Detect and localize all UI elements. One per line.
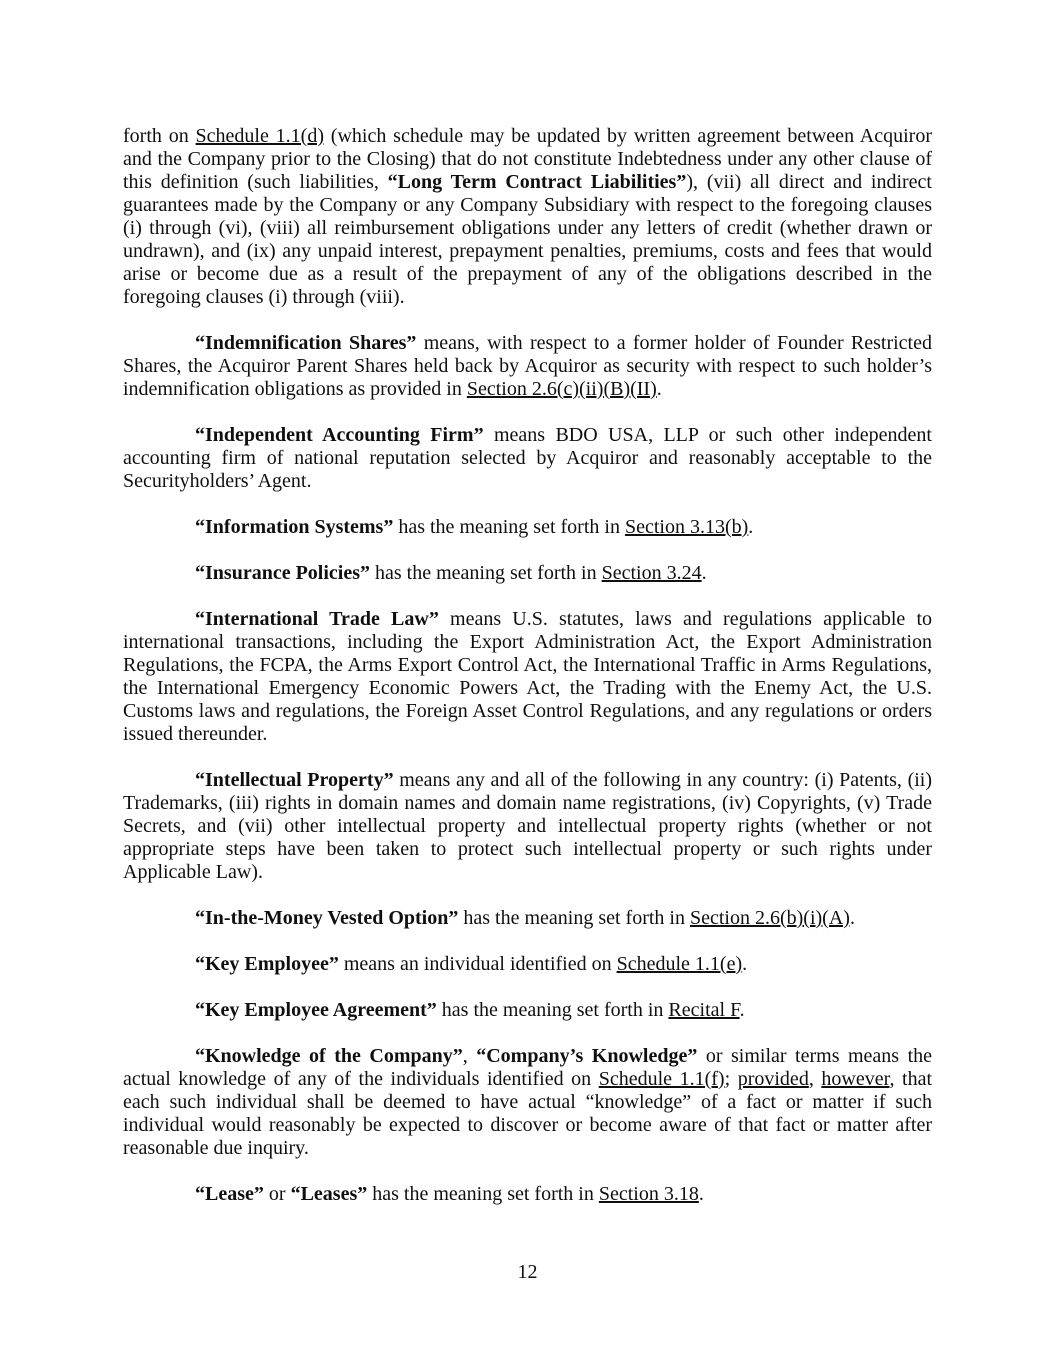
text-run: ; xyxy=(724,1068,738,1090)
defined-term: “Key Employee Agreement” xyxy=(195,999,437,1021)
text-run: . xyxy=(849,907,855,929)
text-run: . xyxy=(739,999,745,1021)
paragraph xyxy=(123,332,932,401)
paragraph xyxy=(123,769,932,884)
text-run: means an individual identified on xyxy=(338,953,617,975)
paragraph xyxy=(123,562,932,585)
paragraph xyxy=(123,516,932,539)
paragraph xyxy=(123,608,932,746)
defined-term: “Lease” xyxy=(195,1183,264,1205)
defined-term: “Intellectual Property” xyxy=(195,769,394,791)
text-run: . xyxy=(656,378,662,400)
document-body xyxy=(123,125,932,1229)
cross-reference: Section 3.24 xyxy=(601,562,702,584)
text-run: . xyxy=(748,516,754,538)
text-run: (which schedule may be updated by written agreement between Acquiror and the Company prior to the Closing) that do not constitute Indebtedness under any other clause of this definition (such liabilities, xyxy=(123,125,932,193)
defined-term: “Leases” xyxy=(290,1183,368,1205)
cross-reference: Schedule 1.1(d) xyxy=(195,125,324,147)
text-run: means U.S. statutes, laws and regulations applicable to international transactions, including the Export Administration Act, the Export Administration Regulations, the FCPA, the Arms Export Control Act, the International Traffic in Arms Regulations, the International Emergency Economic Powers Act, the Trading with the Enemy Act, the U.S. Customs laws and regulations, the Foreign Asset Control Regulations, and any regulations or orders issued thereunder. xyxy=(123,608,932,745)
paragraph xyxy=(123,1045,932,1160)
paragraph xyxy=(123,1183,932,1206)
text-run: , that each such individual shall be deemed to have actual “knowledge” of a fact or matter if such individual would reasonably be expected to discover or become aware of that fact or matter after reasonable due inquiry. xyxy=(123,1068,933,1159)
text-run: . xyxy=(701,562,707,584)
text-run: means any and all of the following in any country: (i) Patents, (ii) Trademarks, (iii) rights in domain names and domain name registrations, (iv) Copyrights, (v) Trade Secrets, and (vii) other intellectual property and intellectual property rights (whether or not appropriate steps have been taken to protect such intellectual property or such rights under Applicable Law). xyxy=(123,769,932,883)
paragraph xyxy=(123,907,932,930)
text-run: . xyxy=(742,953,748,975)
text-run: has the meaning set forth in xyxy=(370,562,602,584)
cross-reference: Section 2.6(c)(ii)(B)(II) xyxy=(466,378,657,400)
defined-term: “Long Term Contract Liabilities” xyxy=(387,171,687,193)
defined-term: “Knowledge of the Company” xyxy=(195,1045,463,1067)
text-run: has the meaning set forth in xyxy=(458,907,690,929)
text-run: ), (vii) all direct and indirect guarantees made by the Company or any Company Subsidiary with respect to the foregoing clauses (i) through (vi), (viii) all reimbursement obligations under any letters of credit (whether drawn or undrawn), and (ix) any unpaid interest, prepayment penalties, premiums, costs and fees that would arise or become due as a result of the prepayment of any of the obligations described in the foregoing clauses (i) through (viii). xyxy=(123,171,932,308)
cross-reference: Recital F xyxy=(668,999,740,1021)
cross-reference: Schedule 1.1(f) xyxy=(598,1068,725,1090)
cross-reference: Section 3.13(b) xyxy=(624,516,749,538)
cross-reference: Schedule 1.1(e) xyxy=(616,953,743,975)
paragraph xyxy=(123,424,932,493)
cross-reference: provided xyxy=(737,1068,809,1090)
text-run: . xyxy=(698,1183,704,1205)
defined-term: “Indemnification Shares” xyxy=(195,332,417,354)
cross-reference: Section 3.18 xyxy=(598,1183,699,1205)
text-run: , xyxy=(808,1068,822,1090)
cross-reference: Section 2.6(b)(i)(A) xyxy=(689,907,850,929)
defined-term: “International Trade Law” xyxy=(195,608,439,630)
defined-term: “Company’s Knowledge” xyxy=(476,1045,698,1067)
paragraph xyxy=(123,999,932,1022)
cross-reference: however xyxy=(821,1068,890,1090)
defined-term: “Insurance Policies” xyxy=(195,562,370,584)
paragraph xyxy=(123,953,932,976)
text-run: or similar terms means the actual knowledge of any of the individuals identified on xyxy=(123,1045,933,1090)
defined-term: “In-the-Money Vested Option” xyxy=(195,907,459,929)
defined-term: “Information Systems” xyxy=(195,516,394,538)
defined-term: “Independent Accounting Firm” xyxy=(195,424,484,446)
text-run: , xyxy=(462,1045,477,1067)
text-run: forth on xyxy=(123,125,196,147)
text-run: means BDO USA, LLP or such other independent accounting firm of national reputation selected by Acquiror and reasonably acceptable to the Securityholders’ Agent. xyxy=(123,424,932,492)
text-run: has the meaning set forth in xyxy=(436,999,669,1021)
text-run: or xyxy=(263,1183,291,1205)
page-number: 12 xyxy=(517,1261,538,1283)
paragraph xyxy=(123,125,932,309)
text-run: has the meaning set forth in xyxy=(393,516,625,538)
defined-term: “Key Employee” xyxy=(195,953,339,975)
text-run: has the meaning set forth in xyxy=(367,1183,599,1205)
text-run: means, with respect to a former holder of Founder Restricted Shares, the Acquiror Parent Shares held back by Acquiror as security with respect to such holder’s indemnification obligations as provided in xyxy=(123,332,932,400)
